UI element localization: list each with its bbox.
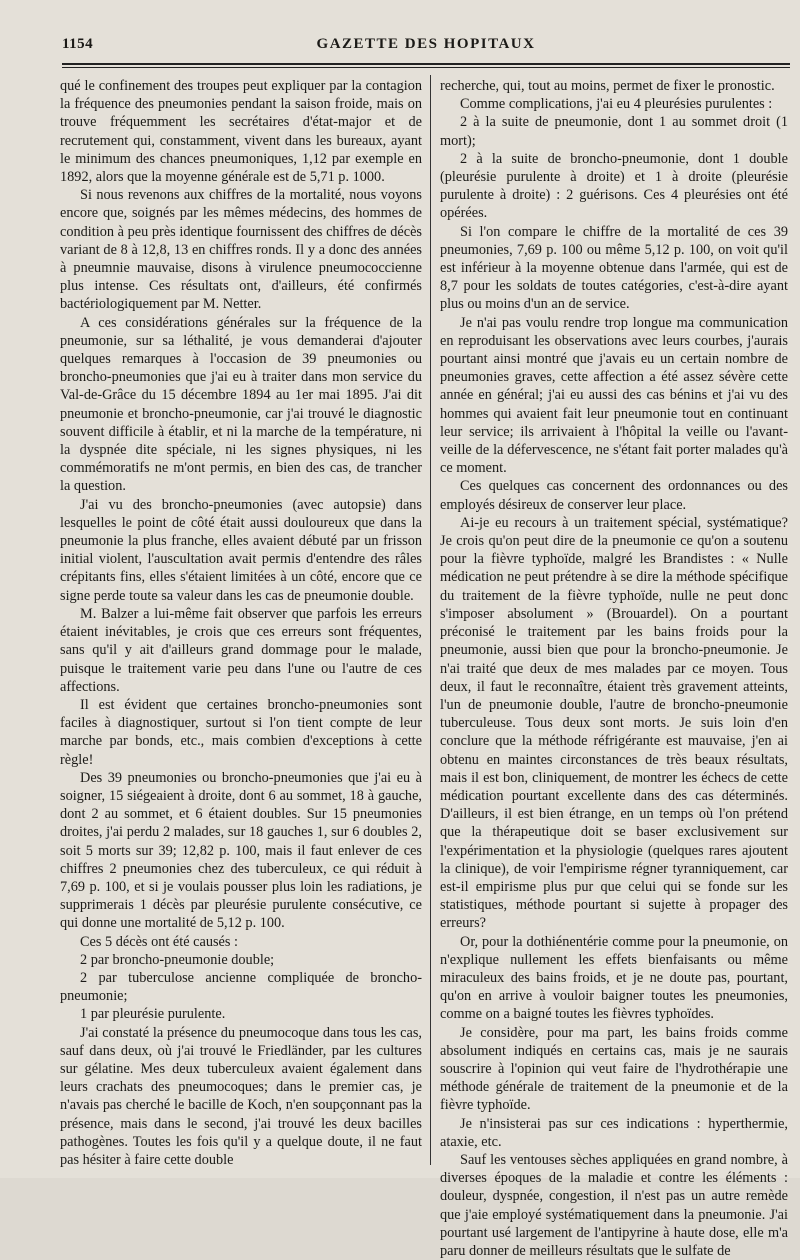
paragraph: Je n'ai pas voulu rendre trop longue ma communication en reproduisant les observations avec leurs courbes, j'aurais pourtant ainsi montré que j'avais eu un certain nombre de pneumonies graves, cette affection a été assez sévère cette année en général; j'ai eu aussi des cas bénins et j'ai vu des hommes qui avaient fait leur pneumonie tout en continuant leur service; ils arrivaient à l'hôpital la veille ou l'avant-veille de la défervescence, ne s'étant fait porter malades qu'à ce moment.: [440, 314, 788, 477]
paragraph: Or, pour la dothiénentérie comme pour la pneumonie, on n'explique nullement les effets bienfaisants ou même miraculeux des bains froids, et je ne doute pas, pourtant, qu'on en arrive à vouloir baigner toutes les pneumonies, comme on a baigné toutes les fièvres typhoïdes.: [440, 933, 788, 1023]
paragraph: Ces quelques cas concernent des ordonnances ou des employés désireux de conserver leur place.: [440, 478, 788, 513]
paragraph: J'ai constaté la présence du pneumocoque dans tous les cas, sauf dans deux, où j'ai trouvé le Friedländer, par les cultures sur gélatine. Mes deux tuberculeux avaient également dans leurs crachats des pneumocoques; dans le premier cas, je n'avais pas cherché le bacille de Koch, n'en soupçonnant pas la présence, mais dans le second, j'ai trouvé les deux bacilles pathogènes. Toutes les fois qu'il y a quelque doute, il ne faut pas hésiter à faire cette double: [60, 1024, 422, 1168]
paragraph: Si l'on compare le chiffre de la mortalité de ces 39 pneumonies, 7,69 p. 100 ou même 5,12 p. 100, on voit qu'il est inférieur à la moyenne obtenue dans l'armée, qui est de 8,7 pour les soldats de toutes catégories, c'est-à-dire ayant plus ou moins d'un an de service.: [440, 223, 788, 313]
journal-title: GAZETTE DES HOPITAUX: [316, 36, 536, 52]
paragraph: J'ai vu des broncho-pneumonies (avec autopsie) dans lesquelles le point de côté était aussi douloureux que dans la pneumonie la plus franche, elles avaient débuté par un frisson initial violent, l'auscultation avait permis d'entendre des râles crépitants fins, elles s'étaient limitées à un côté, encore que ce signe perde toute sa valeur dans les cas de pneumonie double.: [60, 496, 422, 604]
right-column: [440, 77, 788, 1259]
paragraph: Ai-je eu recours à un traitement spécial, systématique? Je crois qu'on peut dire de la pneumonie ce qu'on a soutenu pour la fièvre typhoïde, malgré les Brandistes : « Nulle médication ne peut prétendre à se dire la méthode spécifique du traitement de la fièvre typhoïde, nulle ne peut donc s'imposer absolument » (Brouardel). On a pourtant préconisé le traitement par les bains froids pour la pneumonie, aussi bien que pour la broncho-pneumonie. Je n'ai traité que deux de mes malades par ce moyen. Tous deux, il faut le reconnaître, étaient très gravement atteints, l'un de pneumonie double, l'autre de broncho-pneumonie tuberculeuse. Tous deux sont morts. Je suis loin d'en conclure que la méthode réfrigérante est mauvaise, j'en ai obtenu en maintes circonstances de très beaux résultats, mais il est bon, cliniquement, de montrer les échecs de cette médication pourtant excellente dans des cas déterminés. D'ailleurs, il est bien étrange, en un temps où l'on prétend que la thérapeutique doit se baser exclusivement sur l'expérimentation et la physiologie (quelques rares ajoutent la clinique), de voir l'empirisme régner tyranniquement, car est-il empirisme plus pur que celui qui se fonde sur les statistiques, méthode pourtant si sujette à propager des erreurs?: [440, 514, 788, 932]
paragraph: Ces 5 décès ont été causés :: [80, 933, 239, 950]
paragraph: Il est évident que certaines broncho-pneumonies sont faciles à diagnostiquer, surtout si l'on tient compte de leur marche par bonds, etc., mais combien d'exceptions à cette règle!: [60, 696, 422, 768]
paragraph: 1 par pleurésie purulente.: [80, 1006, 226, 1023]
paragraph: 2 par broncho-pneumonie double;: [80, 951, 275, 968]
paragraph: recherche, qui, tout au moins, permet de fixer le pronostic.: [440, 78, 775, 94]
header-rule-thick: [62, 63, 790, 65]
left-column: [60, 77, 422, 1167]
paragraph: 2 à la suite de pneumonie, dont 1 au sommet droit (1 mort);: [440, 114, 788, 149]
paragraph: Comme complications, j'ai eu 4 pleurésies purulentes :: [460, 96, 773, 113]
running-header: [62, 36, 790, 58]
paragraph: Des 39 pneumonies ou broncho-pneumonies que j'ai eu à soigner, 15 siégeaient à droite, dont 6 au sommet, 18 à gauche, dont 2 au sommet, et 6 étaient doubles. Sur 15 pneumonies droites, j'ai perdu 2 malades, sur 18 gauches 1, sur 6 doubles 2, soit 5 morts sur 39; 12,82 p. 100, mais il faut enlever de ces chiffres 2 pneumonies chez des tuberculeux, ce qui réduit à 7,69 p. 100, et si je voulais pousser plus loin les radiations, je supprimerais 1 décès par pleurésie purulente consécutive, ce qui donne une mortalité de 5,12 p. 100.: [60, 769, 422, 932]
header-rule-thin: [62, 67, 790, 68]
paragraph: A ces considérations générales sur la fréquence de la pneumonie, sur sa léthalité, je vous demanderai d'ajouter quelques remarques à l'occasion de 39 pneumonies ou broncho-pneumonies que j'ai eu à traiter dans mon service du Val-de-Grâce du 15 décembre 1894 au 1er mai 1895. J'ai dit pneumonie et broncho-pneumonie, car j'ai trouvé le diagnostic souvent difficile à établir, et ni la marche de la température, ni la dyspnée dite spéciale, ni les signes physiques, ni les commémoratifs ne m'ont permis, en bien des cas, de trancher la question.: [60, 314, 422, 495]
paragraph: M. Balzer a lui-même fait observer que parfois les erreurs étaient inévitables, je crois que ces erreurs sont fréquentes, sans qu'il y ait d'ailleurs grand dommage pour le malade, puisque le traitement varie peu dans l'une ou l'autre de ces affections.: [60, 605, 422, 695]
paragraph: Je n'insisterai pas sur ces indications : hyperthermie, ataxie, etc.: [440, 1115, 788, 1150]
paragraph: Sauf les ventouses sèches appliquées en grand nombre, à diverses époques de la maladie et contre les éléments : douleur, dyspnée, congestion, il n'est pas un autre remède que j'aie employé systématiquement dans la pneumonie. J'ai pourtant usé largement de l'antipyrine à haute dose, elle m'a paru donner de meilleurs résultats que le sulfate de: [440, 1151, 788, 1259]
column-divider: [430, 75, 431, 1165]
paragraph: 2 à la suite de broncho-pneumonie, dont 1 double (pleurésie purulente à droite) et 1 à droite (pleurésie purulente à droite) : 2 guérisons. Ces 4 pleurésies ont été opérées.: [440, 150, 788, 222]
page-number: 1154: [62, 36, 94, 52]
paragraph: qué le confinement des troupes peut expliquer par la contagion la fréquence des pneumonies pendant la saison froide, mais on trouve fréquemment les secrétaires d'état-major et de recrutement qui, constamment, vivent dans les bureaux, ayant le minimum des chances pneumoniques, 1,12 par exemple en 1892, alors que la moyenne générale est de 5,71 p. 1000.: [60, 78, 422, 186]
paragraph: Je considère, pour ma part, les bains froids comme absolument indiqués en certains cas, mais je ne saurais souscrire à l'opinion qui veut faire de l'hydrothérapie une méthode générale de traitement de la pneumonie et de la fièvre typhoïde.: [440, 1024, 788, 1114]
paragraph: Si nous revenons aux chiffres de la mortalité, nous voyons encore que, soignés par les mêmes médecins, des hommes de condition à peu près identique fournissent des chiffres de décès variant de 8 à 12,8, 13 en chiffres ronds. Il y a donc des années à pneumnie mauvaise, disons à virulence pneumococcienne plus intense. Ces résultats ont, d'ailleurs, été confirmés bactériologiquement par M. Netter.: [60, 187, 422, 313]
paragraph: 2 par tuberculose ancienne compliquée de broncho-pneumonie;: [60, 969, 422, 1005]
